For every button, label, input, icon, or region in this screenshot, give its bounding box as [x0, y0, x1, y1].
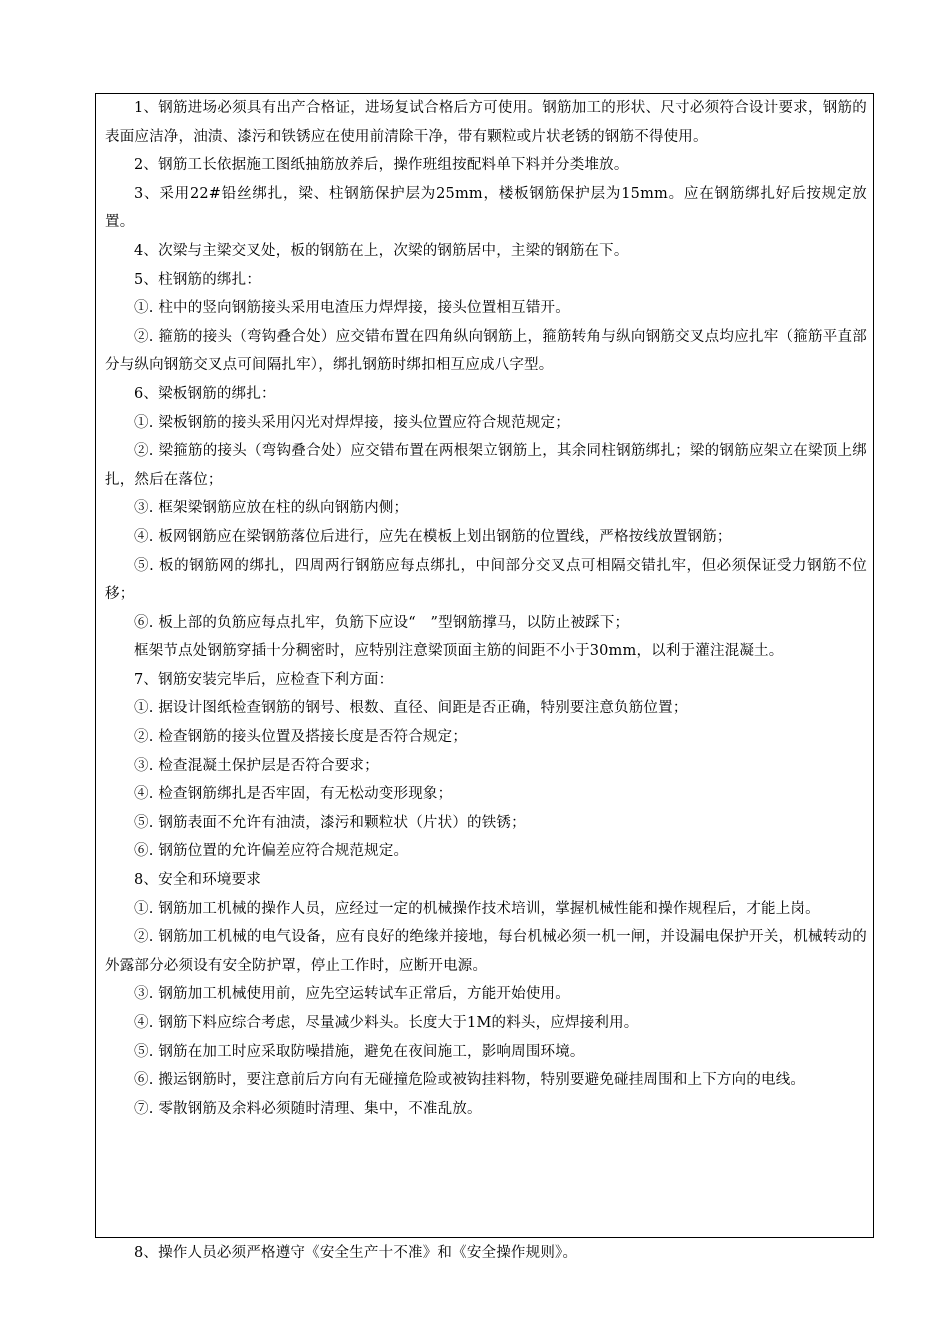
document-body: [105, 94, 867, 1123]
paragraph: ①. 据设计图纸检查钢筋的钢号、根数、直径、间距是否正确，特别要注意负筋位置；: [134, 700, 688, 717]
paragraph: ①. 柱中的竖向钢筋接头采用电渣压力焊焊接，接头位置相互错开。: [134, 300, 570, 317]
paragraph: ④. 钢筋下料应综合考虑，尽量减少料头。长度大于1M的料头，应焊接利用。: [134, 1015, 639, 1031]
paragraph: ⑦. 零散钢筋及余料必须随时清理、集中，不准乱放。: [134, 1100, 482, 1117]
paragraph: ④. 检查钢筋绑扎是否牢固，有无松动变形现象；: [134, 786, 453, 803]
paragraph: ②. 梁箍筋的接头（弯钩叠合处）应交错布置在两根架立钢筋上，其余同柱钢筋绑扎；梁的钢筋应架立在梁顶上绑扎，然后在落位；: [105, 443, 867, 488]
paragraph: 7、钢筋安装完毕后，应检查下利方面：: [134, 671, 394, 688]
paragraph: 1、钢筋进场必须具有出产合格证，进场复试合格后方可使用。钢筋加工的形状、尺寸必须符合设计要求，钢筋的表面应洁净，油渍、漆污和铁锈应在使用前清除干净，带有颗粒或片状老锈的钢筋不得使用。: [105, 100, 867, 145]
paragraph: ①. 钢筋加工机械的操作人员，应经过一定的机械操作技术培训，掌握机械性能和操作规程后，才能上岗。: [134, 900, 820, 917]
paragraph: 8、安全和环境要求: [134, 872, 262, 889]
paragraph: 框架节点处钢筋穿插十分稠密时，应特别注意梁顶面主筋的间距不小于30mm，以利于灌注混凝土。: [134, 643, 784, 660]
paragraph: ⑤. 钢筋表面不允许有油渍，漆污和颗粒状（片状）的铁锈；: [134, 814, 526, 831]
paragraph: 5、柱钢筋的绑扎：: [134, 271, 262, 288]
paragraph: ⑥. 搬运钢筋时，要注意前后方向有无碰撞危险或被钩挂料物，特别要避免碰挂周围和上下方向的电线。: [134, 1072, 806, 1089]
paragraph: ⑥. 钢筋位置的允许偏差应符合规范规定。: [134, 843, 409, 860]
paragraph: ⑥. 板上部的负筋应每点扎牢，负筋下应设“ ”型钢筋撑马，以防止被踩下；: [134, 614, 630, 631]
paragraph: ⑤. 板的钢筋网的绑扎，四周两行钢筋应每点绑扎，中间部分交叉点可相隔交错扎牢，但必须保证受力钢筋不位移；: [105, 557, 867, 603]
paragraph: 4、次梁与主梁交叉处，板的钢筋在上，次梁的钢筋居中，主梁的钢筋在下。: [134, 242, 629, 259]
paragraph: ②. 钢筋加工机械的电气设备，应有良好的绝缘并接地，每台机械必须一机一闸，并设漏电保护开关，机械转动的外露部分必须设有安全防护罩，停止工作时，应断开电源。: [105, 929, 867, 974]
paragraph: ③. 检查混凝土保护层是否符合要求；: [134, 757, 379, 774]
paragraph: 3、采用22#铅丝绑扎，梁、柱钢筋保护层为25mm，楼板钢筋保护层为15mm。应在钢筋绑扎好后按规定放置。: [105, 185, 867, 231]
footer-paragraph: 8、操作人员必须严格遵守《安全生产十不准》和《安全操作规则》。: [134, 1245, 578, 1261]
paragraph: ②. 检查钢筋的接头位置及搭接长度是否符合规定；: [134, 729, 468, 746]
paragraph: ④. 板网钢筋应在梁钢筋落位后进行，应先在模板上划出钢筋的位置线，严格按线放置钢筋；: [134, 528, 732, 545]
paragraph: ①. 梁板钢筋的接头采用闪光对焊焊接，接头位置应符合规范规定；: [134, 414, 570, 431]
paragraph: ③. 钢筋加工机械使用前，应先空运转试车正常后，方能开始使用。: [134, 986, 570, 1003]
paragraph: ③. 框架梁钢筋应放在柱的纵向钢筋内侧；: [134, 500, 409, 517]
paragraph: 6、梁板钢筋的绑扎：: [134, 385, 276, 402]
paragraph: ⑤. 钢筋在加工时应采取防噪措施，避免在夜间施工，影响周围环境。: [134, 1043, 585, 1060]
paragraph: 2、钢筋工长依据施工图纸抽筋放养后，操作班组按配料单下料并分类堆放。: [134, 157, 629, 174]
paragraph: ②. 箍筋的接头（弯钩叠合处）应交错布置在四角纵向钢筋上，箍筋转角与纵向钢筋交叉点均应扎牢（箍筋平直部分与纵向钢筋交叉点可间隔扎牢），绑扎钢筋时绑扣相互应成八字型。: [105, 328, 867, 374]
